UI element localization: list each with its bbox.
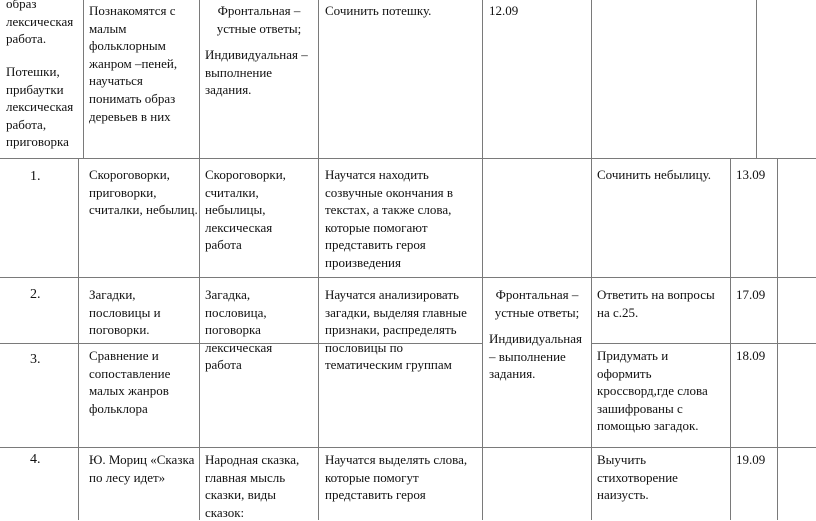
row-number: 1.: [30, 169, 41, 184]
column-divider: [730, 158, 731, 520]
row0-form-cell: Индивидуальная – выполнение задания.: [205, 47, 308, 98]
control-form-cell: Фронтальная – устные ответы;: [494, 287, 580, 320]
lesson-topic-cell: Загадки, пословицы и поговорки.: [89, 287, 161, 338]
homework-cell: Ответить на вопросы на с.25.: [597, 287, 715, 320]
row-divider: [0, 277, 816, 278]
row0-topic-cell: Потешки, прибаутки лексическая работа, приговорка: [6, 64, 74, 150]
date-cell: 13.09: [736, 167, 766, 182]
row0-result-cell: Познакомятся с малым фольклорным жанром –пеней, научаться понимать образ деревьев в них: [89, 3, 178, 124]
lesson-topic-cell: Скороговорки, приговорки, считалки, небылиц.: [89, 167, 198, 218]
date-cell: 18.09: [736, 348, 766, 363]
lesson-topic-cell: Сравнение и сопоставление малых жанров фольклора: [89, 348, 171, 416]
column-divider: [318, 0, 319, 158]
row-divider: [0, 158, 816, 159]
homework-cell: Сочинить небылицу.: [597, 167, 712, 182]
row-divider: [0, 447, 816, 448]
row-number: 4.: [30, 452, 41, 467]
column-divider: [482, 0, 483, 520]
column-divider: [591, 0, 592, 520]
lesson-content-cell: Скороговорки, считалки, небылицы, лексическая работа: [205, 167, 286, 253]
row0-homework-cell: Сочинить потешку.: [325, 3, 432, 18]
column-divider: [199, 158, 200, 520]
row-number: 2.: [30, 287, 41, 302]
row0-topic-cell: образ лексическая работа.: [6, 0, 74, 47]
date-cell: 19.09: [736, 452, 766, 467]
lesson-content-cell: Народная сказка, главная мысль сказки, виды сказок:: [205, 452, 300, 520]
column-divider: [318, 158, 319, 520]
learning-result-cell: Научатся анализировать загадки, выделяя главные признаки, распределять пословицы по тематическим группам: [325, 287, 467, 373]
control-form-cell: Индивидуальная – выполнение задания.: [489, 331, 582, 382]
learning-result-cell: Научатся находить созвучные окончания в текстах, а также слова, которые помогают представить героя произведения: [325, 167, 454, 270]
date-cell: 17.09: [736, 287, 766, 302]
row0-date-cell: 12.09: [489, 3, 519, 18]
column-divider: [756, 0, 757, 158]
homework-cell: Придумать и оформить кроссворд,где слова зашифрованы с помощью загадок.: [597, 348, 708, 434]
learning-result-cell: Научатся выделять слова, которые помогут представить героя: [325, 452, 468, 503]
row-divider: [591, 343, 816, 344]
lesson-content-cell: Загадка, пословица, поговорка лексическая работа: [205, 287, 273, 373]
row0-form-cell: Фронтальная – устные ответы;: [216, 3, 302, 36]
column-divider: [83, 0, 84, 158]
column-divider: [78, 158, 79, 520]
lesson-topic-cell: Ю. Мориц «Сказка по лесу идет»: [89, 452, 195, 485]
homework-cell: Выучить стихотворение наизусть.: [597, 452, 678, 503]
row-number: 3.: [30, 352, 41, 367]
